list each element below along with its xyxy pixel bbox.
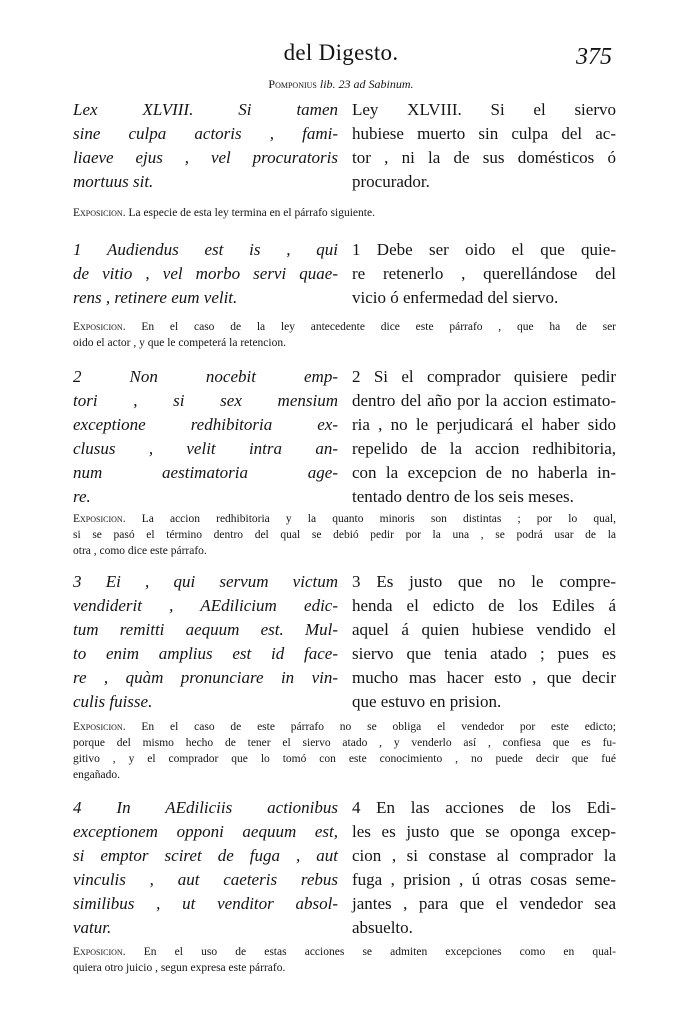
latin-line: re , quàm pronunciare in vin- (73, 668, 338, 687)
expo-text: La accion redhibitoria y la quanto minoris son distintas ; por lo qual, (141, 513, 617, 525)
latin-line: similibus , ut venditor absol- (73, 894, 338, 913)
spanish-line: ria , no le perjudicará el haber sido (352, 415, 616, 434)
expo-line: porque del mismo hecho de tener el siervo atado , y venderlo así , confiesa que es fu- (73, 737, 616, 749)
spanish-line: fuga , prision , ú otras cosas seme- (352, 870, 616, 889)
spanish-line: 4 En las acciones de los Edi- (352, 798, 616, 817)
expo-line (73, 511, 616, 527)
expo-label: Exposicion. (73, 721, 126, 733)
expo-line: engañado. (73, 769, 120, 781)
expo-line (73, 944, 616, 960)
spanish-text-p4 (352, 796, 616, 940)
latin-line: tum remitti aequum est. Mul- (73, 620, 338, 639)
spanish-line: vicio ó enfermedad del siervo. (352, 288, 559, 307)
latin-line: de vitio , vel morbo servi quae- (73, 264, 338, 283)
expo-text: En el caso de este párrafo no se obliga el vendedor por este edicto; (141, 721, 616, 733)
latin-text-p3 (73, 570, 338, 714)
latin-text-p2 (73, 365, 338, 509)
latin-line: Lex XLVIII. Si tamen (73, 100, 338, 119)
page-number: 375 (576, 44, 612, 70)
spanish-line: re retenerlo , querellándose del (352, 264, 616, 283)
latin-line: 4 In AEdiliciis actionibus (73, 798, 338, 817)
exposicion-lex48 (73, 205, 616, 221)
expo-label: Exposicion. (73, 321, 126, 333)
expo-line (73, 205, 616, 221)
spanish-line: aquel á quien hubiese vendido el (352, 620, 616, 639)
spanish-line: mucho mas hacer esto , que decir (352, 668, 616, 687)
latin-line: to enim amplius est id face- (73, 644, 338, 663)
expo-line: quiera otro juicio , segun expresa este párrafo. (73, 962, 286, 974)
spanish-text-p2 (352, 365, 616, 509)
spanish-text-lex48 (352, 98, 616, 194)
latin-line: 2 Non nocebit emp- (73, 367, 338, 386)
latin-line: vendiderit , AEdilicium edic- (73, 596, 338, 615)
expo-text: La especie de esta ley termina en el párrafo siguiente. (128, 207, 375, 219)
spanish-line: Ley XLVIII. Si el siervo (352, 100, 616, 119)
spanish-text-p3 (352, 570, 616, 714)
spanish-line: les es justo que se oponga excep- (352, 822, 616, 841)
spanish-line: cion , si constase al comprador la (352, 846, 616, 865)
exposicion-p3 (73, 719, 616, 783)
latin-line: vinculis , aut caeteris rebus (73, 870, 338, 889)
running-title: del Digesto. (283, 40, 399, 65)
latin-line: sine culpa actoris , fami- (73, 124, 338, 143)
latin-line: tori , si sex mensium (73, 391, 338, 410)
source-author: Pomponius (268, 77, 317, 91)
expo-label: Exposicion. (73, 513, 126, 525)
spanish-line: tentado dentro de los seis meses. (352, 487, 574, 506)
spanish-line: repelido de la accion redhibitoria, (352, 439, 616, 458)
latin-line: exceptionem opponi aequum est, (73, 822, 338, 841)
latin-line: num aestimatoria age- (73, 463, 338, 482)
latin-text-p4 (73, 796, 338, 940)
exposicion-p2 (73, 511, 616, 559)
source-reference: lib. 23 ad Sabinum. (319, 77, 414, 91)
spanish-line: henda el edicto de los Ediles á (352, 596, 616, 615)
spanish-line: jantes , para que el vendedor sea (352, 894, 616, 913)
spanish-line: procurador. (352, 172, 430, 191)
source-citation (0, 77, 682, 92)
expo-text: En el uso de estas acciones se admiten excepciones como en qual- (143, 946, 617, 958)
exposicion-p4 (73, 944, 616, 976)
latin-line: rens , retinere eum velit. (73, 288, 238, 307)
expo-line (73, 719, 616, 735)
latin-line: 1 Audiendus est is , qui (73, 240, 338, 259)
spanish-line: siervo que tenia atado ; pues es (352, 644, 616, 663)
expo-label: Exposicion. (73, 207, 126, 219)
spanish-line: 2 Si el comprador quisiere pedir (352, 367, 616, 386)
latin-line: 3 Ei , qui servum victum (73, 572, 338, 591)
spanish-text-p1 (352, 238, 616, 310)
spanish-line: 3 Es justo que no le compre- (352, 572, 616, 591)
expo-line: si se pasó el término dentro del qual se debió pedir por la una , se podrá usar de la (73, 529, 616, 541)
expo-line: oido el actor , y que le competerá la retencion. (73, 337, 286, 349)
spanish-line: dentro del año por la accion estimato- (352, 391, 616, 410)
latin-line: clusus , velit intra an- (73, 439, 338, 458)
expo-text: En el caso de la ley antecedente dice este párrafo , que ha de ser (141, 321, 616, 333)
spanish-line: absuelto. (352, 918, 413, 937)
spanish-line: tor , ni la de sus domésticos ó (352, 148, 616, 167)
latin-line: si emptor sciret de fuga , aut (73, 846, 338, 865)
expo-line: gitivo , y el comprador que lo tomó con este conocimiento , no puede decir que fué (73, 753, 616, 765)
latin-line: re. (73, 487, 91, 506)
latin-text-p1 (73, 238, 338, 310)
latin-line: vatur. (73, 918, 112, 937)
latin-text-lex48 (73, 98, 338, 194)
expo-line: otra , como dice este párrafo. (73, 545, 207, 557)
latin-line: exceptione redhibitoria ex- (73, 415, 338, 434)
spanish-line: 1 Debe ser oido el que quie- (352, 240, 616, 259)
spanish-line: hubiese muerto sin culpa del ac- (352, 124, 616, 143)
latin-line: culis fuisse. (73, 692, 153, 711)
expo-label: Exposicion. (73, 946, 126, 958)
exposicion-p1 (73, 319, 616, 351)
latin-line: mortuus sit. (73, 172, 154, 191)
spanish-line: que estuvo en prision. (352, 692, 502, 711)
latin-line: liaeve ejus , vel procuratoris (73, 148, 338, 167)
expo-line (73, 319, 616, 335)
spanish-line: con la excepcion de no haberla in- (352, 463, 616, 482)
